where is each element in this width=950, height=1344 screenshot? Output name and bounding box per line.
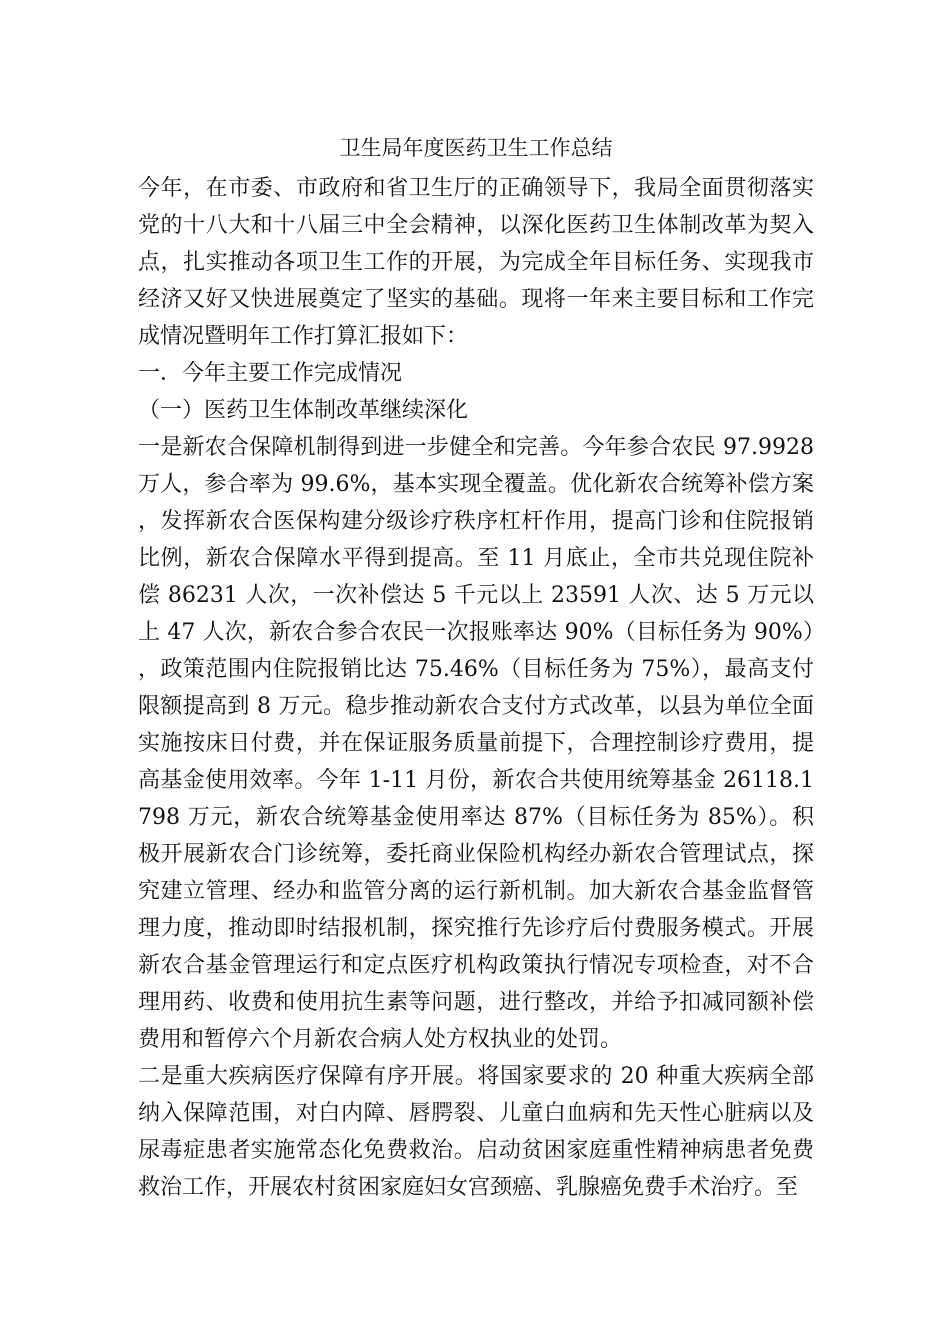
body-paragraph: 一是新农合保障机制得到进一步健全和完善。今年参合农民 97.9928 万人，参合率为 99.6%，基本实现全覆盖。优化新农合统筹补偿方案，发挥新农合医保构建分级诊疗秩序杠杆作用，提高门诊和住院报销比例，新农合保障水平得到提高。至 11 月底止，全市共兑现住院补偿 86231 人次，一次补偿达 5 千元以上 23591 人次、达 5 万元以上 47 人次，新农合参合农民一次报账率达 90%（目标任务为 90%），政策范围内住院报销比达 75.46%（目标任务为 75%），最高支付限额提高到 8 万元。稳步推动新农合支付方式改革，以县为单位全面实施按床日付费，并在保证服务质量前提下，合理控制诊疗费用，提高基金使用效率。今年 1-11 月份，新农合共使用统筹基金 26118.1798 万元，新农合统筹基金使用率达 87%（目标任务为 85%）。积极开展新农合门诊统筹，委托商业保险机构经办新农合管理试点，探究建立管理、经办和监管分离的运行新机制。加大新农合基金监督管理力度，推动即时结报机制，探究推行先诊疗后付费服务模式。开展新农合基金管理运行和定点医疗机构政策执行情况专项检查，对不合理用药、收费和使用抗生素等问题，进行整改，并给予扣减同额补偿费用和暂停六个月新农合病人处方权执业的处罚。 bbox=[138, 435, 814, 1052]
body-paragraph: 二是重大疾病医疗保障有序开展。将国家要求的 20 种重大疾病全部纳入保障范围，对白内障、唇腭裂、儿童白血病和先天性心脏病以及尿毒症患者实施常态化免费救治。启动贫困家庭重性精神病患者免费救治工作，开展农村贫困家庭妇女宫颈癌、乳腺癌免费手术治疗。至 bbox=[138, 1064, 814, 1200]
subsection-heading: （一）医药卫生体制改革继续深化 bbox=[138, 398, 469, 423]
document-body bbox=[138, 126, 814, 1206]
intro-paragraph: 今年，在市委、市政府和省卫生厅的正确领导下，我局全面贯彻落实党的十八大和十八届三中全会精神，以深化医药卫生体制改革为契入点，扎实推动各项卫生工作的开展，为完成全年目标任务、实现我市经济又好又快进展奠定了坚实的基础。现将一年来主要目标和工作完成情况暨明年工作打算汇报如下： bbox=[138, 176, 814, 349]
document-title: 卫生局年度医药卫生工作总结 bbox=[339, 136, 613, 160]
section-heading: 一．今年主要工作完成情况 bbox=[138, 361, 403, 386]
